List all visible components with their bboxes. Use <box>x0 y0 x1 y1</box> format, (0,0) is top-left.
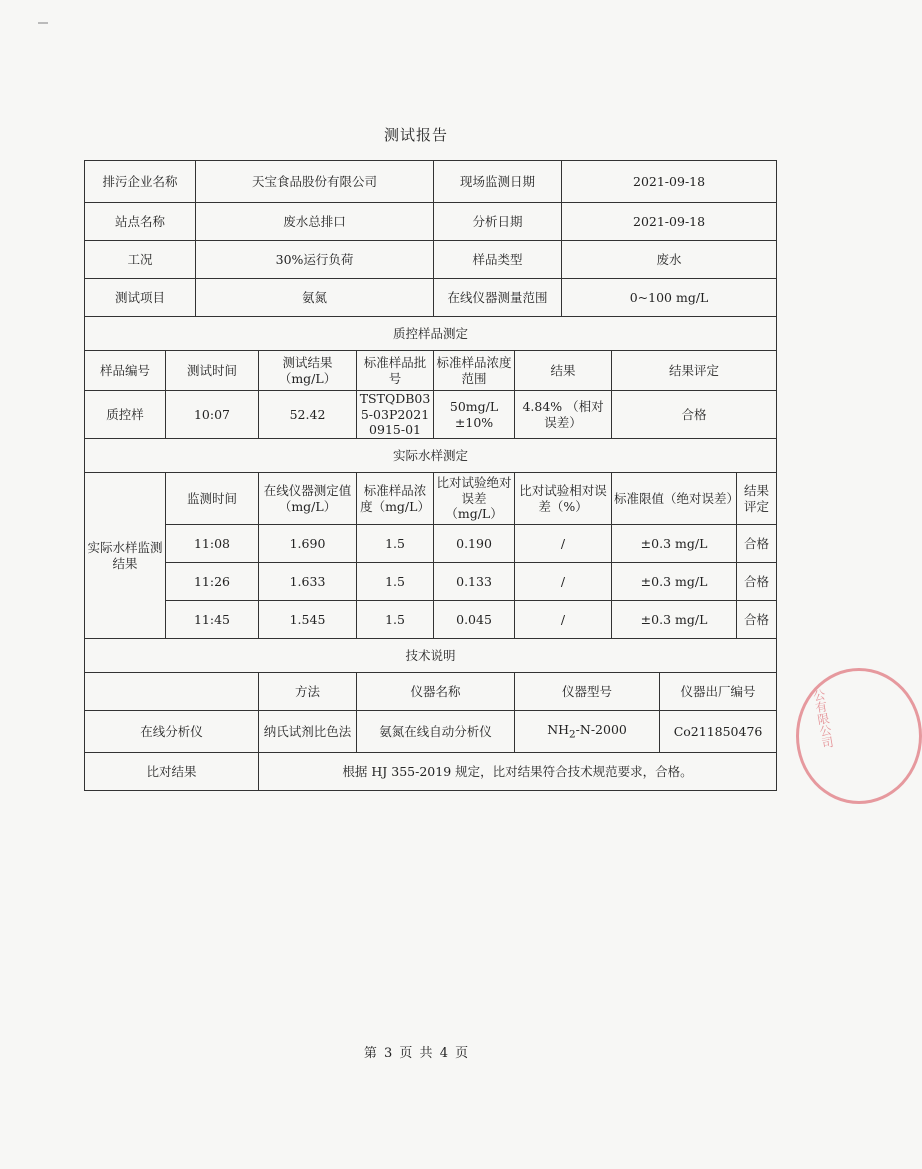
tech-method: 纳氏试剂比色法 <box>259 711 357 753</box>
range-label: 在线仪器测量范围 <box>434 279 562 317</box>
company-value: 天宝食品股份有限公司 <box>196 161 434 203</box>
actual-rel-err: / <box>515 563 612 601</box>
qc-sample-id: 质控样 <box>85 391 166 439</box>
report-table <box>84 160 777 791</box>
comparison-row <box>85 753 777 791</box>
actual-std: 1.5 <box>357 525 434 563</box>
qc-header-batch: 标准样品批号 <box>357 351 434 391</box>
qc-section-title: 质控样品测定 <box>85 317 777 351</box>
field-date-value: 2021-09-18 <box>562 161 777 203</box>
qc-time: 10:07 <box>166 391 259 439</box>
analysis-date-value: 2021-09-18 <box>562 203 777 241</box>
actual-time: 11:26 <box>166 563 259 601</box>
qc-header-result: 测试结果（mg/L） <box>259 351 357 391</box>
header-row-1 <box>85 161 777 203</box>
actual-header-row <box>85 473 777 525</box>
field-date-label: 现场监测日期 <box>434 161 562 203</box>
tech-section-row <box>85 639 777 673</box>
qc-header-conc-range: 标准样品浓度范围 <box>434 351 515 391</box>
tech-header-row <box>85 673 777 711</box>
sample-type-value: 废水 <box>562 241 777 279</box>
qc-header-verdict: 结果评定 <box>612 351 777 391</box>
actual-header-abs-err: 比对试验绝对误差（mg/L） <box>434 473 515 525</box>
tech-serial: Co211850476 <box>660 711 777 753</box>
tech-model <box>515 711 660 753</box>
tech-section-title: 技术说明 <box>85 639 777 673</box>
actual-verdict: 合格 <box>737 525 777 563</box>
tech-header-instrument-name: 仪器名称 <box>357 673 515 711</box>
company-label: 排污企业名称 <box>85 161 196 203</box>
scan-speck <box>38 22 48 24</box>
header-row-3 <box>85 241 777 279</box>
actual-rel-err: / <box>515 601 612 639</box>
qc-header-row <box>85 351 777 391</box>
qc-batch: TSTQDB035-03P20210915-01 <box>357 391 434 439</box>
actual-row-label: 实际水样监测结果 <box>85 473 166 639</box>
actual-verdict: 合格 <box>737 601 777 639</box>
tech-empty-cell <box>85 673 259 711</box>
qc-header-sample-id: 样品编号 <box>85 351 166 391</box>
actual-abs-err: 0.133 <box>434 563 515 601</box>
actual-header-time: 监测时间 <box>166 473 259 525</box>
actual-header-std: 标准样品浓度（mg/L） <box>357 473 434 525</box>
actual-online: 1.690 <box>259 525 357 563</box>
header-row-2 <box>85 203 777 241</box>
actual-verdict: 合格 <box>737 563 777 601</box>
actual-section-row <box>85 439 777 473</box>
test-item-label: 测试项目 <box>85 279 196 317</box>
qc-header-outcome: 结果 <box>515 351 612 391</box>
tech-header-serial: 仪器出厂编号 <box>660 673 777 711</box>
table-row <box>85 601 777 639</box>
tech-header-method: 方法 <box>259 673 357 711</box>
qc-conc-range: 50mg/L ±10% <box>434 391 515 439</box>
actual-header-online: 在线仪器测定值（mg/L） <box>259 473 357 525</box>
actual-time: 11:08 <box>166 525 259 563</box>
site-value: 废水总排口 <box>196 203 434 241</box>
condition-value: 30%运行负荷 <box>196 241 434 279</box>
qc-section-row <box>85 317 777 351</box>
actual-time: 11:45 <box>166 601 259 639</box>
actual-limit: ±0.3 mg/L <box>612 525 737 563</box>
actual-header-verdict: 结果评定 <box>737 473 777 525</box>
actual-online: 1.545 <box>259 601 357 639</box>
actual-std: 1.5 <box>357 601 434 639</box>
test-item-value: 氨氮 <box>196 279 434 317</box>
actual-abs-err: 0.045 <box>434 601 515 639</box>
actual-limit: ±0.3 mg/L <box>612 563 737 601</box>
qc-data-row <box>85 391 777 439</box>
model-prefix: NH <box>547 721 570 737</box>
seal-text: 公有限公司 <box>810 688 835 750</box>
actual-std: 1.5 <box>357 563 434 601</box>
header-row-4 <box>85 279 777 317</box>
actual-limit: ±0.3 mg/L <box>612 601 737 639</box>
comparison-label: 比对结果 <box>85 753 259 791</box>
table-row <box>85 525 777 563</box>
tech-instrument-name: 氨氮在线自动分析仪 <box>357 711 515 753</box>
actual-online: 1.633 <box>259 563 357 601</box>
qc-header-time: 测试时间 <box>166 351 259 391</box>
actual-header-limit: 标准限值（绝对误差） <box>612 473 737 525</box>
range-value: 0~100 mg/L <box>562 279 777 317</box>
model-subscript: 2 <box>569 728 576 741</box>
actual-rel-err: / <box>515 525 612 563</box>
comparison-text: 根据 HJ 355-2019 规定，比对结果符合技术规范要求，合格。 <box>259 753 777 791</box>
tech-header-model: 仪器型号 <box>515 673 660 711</box>
qc-result: 52.42 <box>259 391 357 439</box>
report-title: 测试报告 <box>383 126 448 144</box>
actual-section-title: 实际水样测定 <box>85 439 777 473</box>
actual-header-rel-err: 比对试验相对误差（%） <box>515 473 612 525</box>
tech-row-label: 在线分析仪 <box>85 711 259 753</box>
table-row <box>85 563 777 601</box>
qc-verdict: 合格 <box>612 391 777 439</box>
site-label: 站点名称 <box>85 203 196 241</box>
model-suffix: -N-2000 <box>575 721 627 737</box>
condition-label: 工况 <box>85 241 196 279</box>
sample-type-label: 样品类型 <box>434 241 562 279</box>
company-seal-stamp <box>796 668 835 798</box>
qc-outcome: 4.84% （相对误差） <box>515 391 612 439</box>
analysis-date-label: 分析日期 <box>434 203 562 241</box>
tech-data-row <box>85 711 777 753</box>
page-number: 第 3 页 共 4 页 <box>363 1046 469 1061</box>
actual-abs-err: 0.190 <box>434 525 515 563</box>
